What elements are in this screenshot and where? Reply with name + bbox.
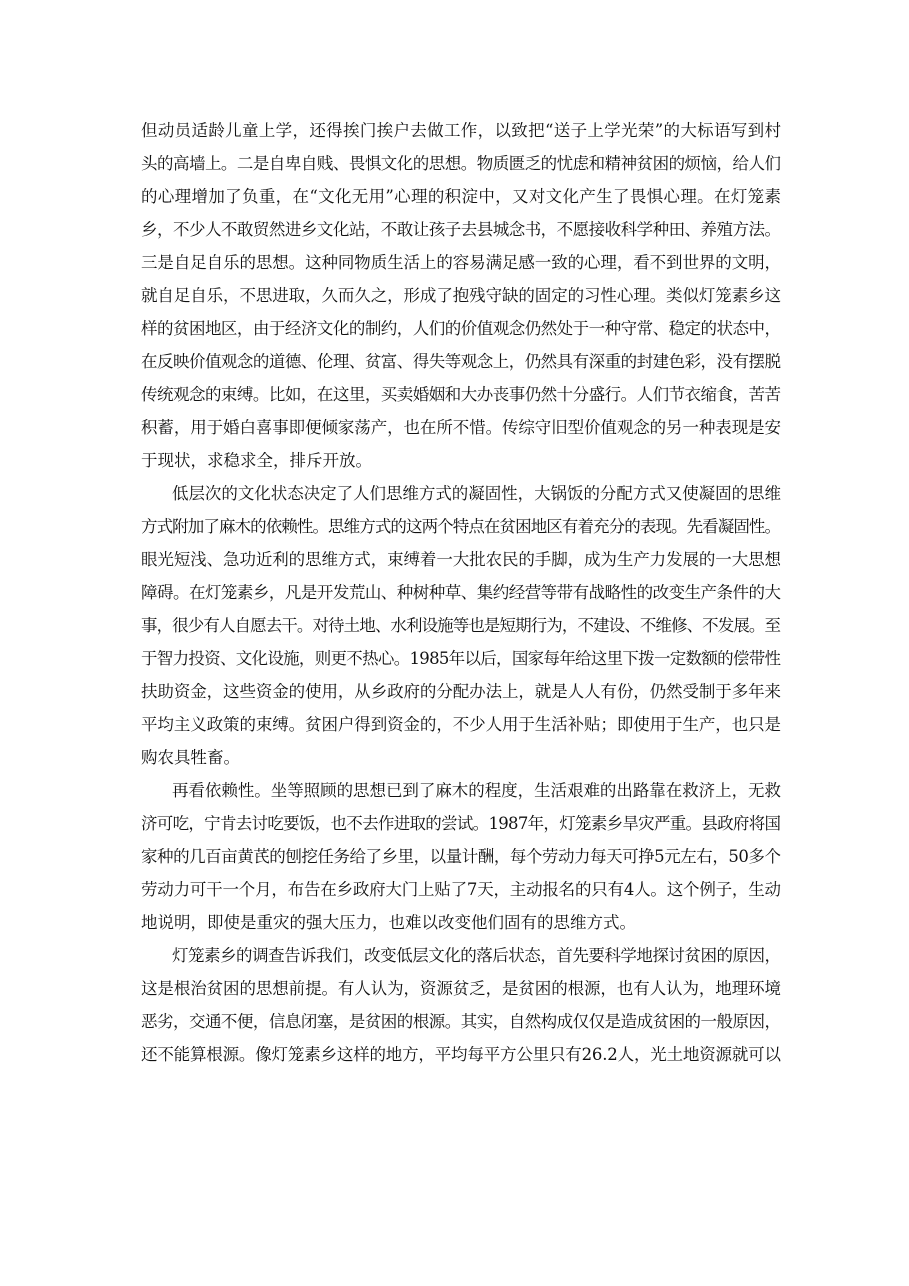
text-line: 三是自足自乐的思想。这种同物质生活上的容易满足感一致的心理，看不到世界的文明， bbox=[141, 253, 781, 272]
paragraph-first-line: 低层次的文化状态决定了人们思维方式的凝固性，大锅饭的分配方式又使凝固的思维 bbox=[172, 484, 781, 503]
text-line: 扶助资金，这些资金的使用，从乡政府的分配办法上，就是人人有份，仍然受制于多年来 bbox=[141, 682, 781, 701]
text-line: 样的贫困地区，由于经济文化的制约，人们的价值观念仍然处于一种守常、稳定的状态中， bbox=[141, 319, 781, 338]
paragraph-first-line: 再看依赖性。坐等照顾的思想已到了麻木的程度，生活艰难的出路靠在救济上，无救 bbox=[172, 781, 781, 800]
paragraph-first-line: 灯笼素乡的调查告诉我们，改变低层文化的落后状态，首先要科学地探讨贫困的原因， bbox=[172, 946, 781, 965]
text-line: 眼光短浅、急功近利的思维方式，束缚着一大批农民的手脚，成为生产力发展的一大思想 bbox=[141, 550, 781, 569]
text-line: 就自足自乐，不思进取，久而久之，形成了抱残守缺的固定的习性心理。类似灯笼素乡这 bbox=[141, 286, 781, 305]
text-line: 于智力投资、文化设施，则更不热心。1985年以后，国家每年给这里下拨一定数额的偿带性 bbox=[141, 649, 781, 668]
text-line: 于现状，求稳求全，排斥开放。 bbox=[141, 451, 372, 470]
text-line: 购农具牲畜。 bbox=[141, 748, 240, 767]
text-line: 在反映价值观念的道德、伦理、贫富、得失等观念上，仍然具有深重的封建色彩，没有摆脱 bbox=[141, 352, 781, 371]
text-line: 还不能算根源。像灯笼素乡这样的地方，平均每平方公里只有26.2人，光土地资源就可以 bbox=[141, 1045, 781, 1064]
text-line: 积蓄，用于婚白喜事即便倾家荡产，也在所不惜。传综守旧型价值观念的另一种表现是安 bbox=[141, 418, 781, 437]
text-line: 障碍。在灯笼素乡，凡是开发荒山、种树种草、集约经营等带有战略性的改变生产条件的大 bbox=[141, 583, 781, 602]
text-line: 事，很少有人自愿去干。对待土地、水利设施等也是短期行为，不建设、不维修、不发展。至 bbox=[141, 616, 781, 635]
text-line: 地说明，即使是重灾的强大压力，也难以改变他们固有的思维方式。 bbox=[141, 913, 636, 932]
text-line: 恶劣，交通不便，信息闭塞，是贫困的根源。其实，自然构成仅仅是造成贫困的一般原因， bbox=[141, 1012, 781, 1031]
text-line: 方式附加了麻木的依赖性。思维方式的这两个特点在贫困地区有着充分的表现。先看凝固性。 bbox=[141, 517, 781, 536]
text-line: 传统观念的束缚。比如，在这里，买卖婚姻和大办丧事仍然十分盛行。人们节衣缩食，苦苦 bbox=[141, 385, 781, 404]
text-line: 的心理增加了负重，在“文化无用”心理的积淀中，又对文化产生了畏惧心理。在灯笼素 bbox=[141, 187, 781, 206]
text-line: 头的高墙上。二是自卑自贱、畏惧文化的思想。物质匮乏的忧虑和精神贫困的烦恼，给人们 bbox=[141, 154, 781, 173]
text-line: 乡，不少人不敢贸然进乡文化站，不敢让孩子去县城念书，不愿接收科学种田、养殖方法。 bbox=[141, 220, 781, 239]
text-line: 济可吃，宁肯去讨吃要饭，也不去作进取的尝试。1987年，灯笼素乡旱灾严重。县政府将国 bbox=[141, 814, 781, 833]
text-line: 平均主义政策的束缚。贫困户得到资金的，不少人用于生活补贴；即使用于生产，也只是 bbox=[141, 715, 781, 734]
text-line: 家种的几百亩黄芪的刨挖任务给了乡里，以量计酬，每个劳动力每天可挣5元左右，50多个 bbox=[141, 847, 781, 866]
body-text bbox=[141, 114, 781, 1071]
text-line: 这是根治贫困的思想前提。有人认为，资源贫乏，是贫困的根源，也有人认为，地理环境 bbox=[141, 979, 781, 998]
text-line: 但动员适龄儿童上学，还得挨门挨户去做工作，以致把“送子上学光荣”的大标语写到村 bbox=[141, 121, 781, 140]
text-line: 劳动力可干一个月，布告在乡政府大门上贴了7天，主动报名的只有4人。这个例子，生动 bbox=[141, 880, 781, 899]
